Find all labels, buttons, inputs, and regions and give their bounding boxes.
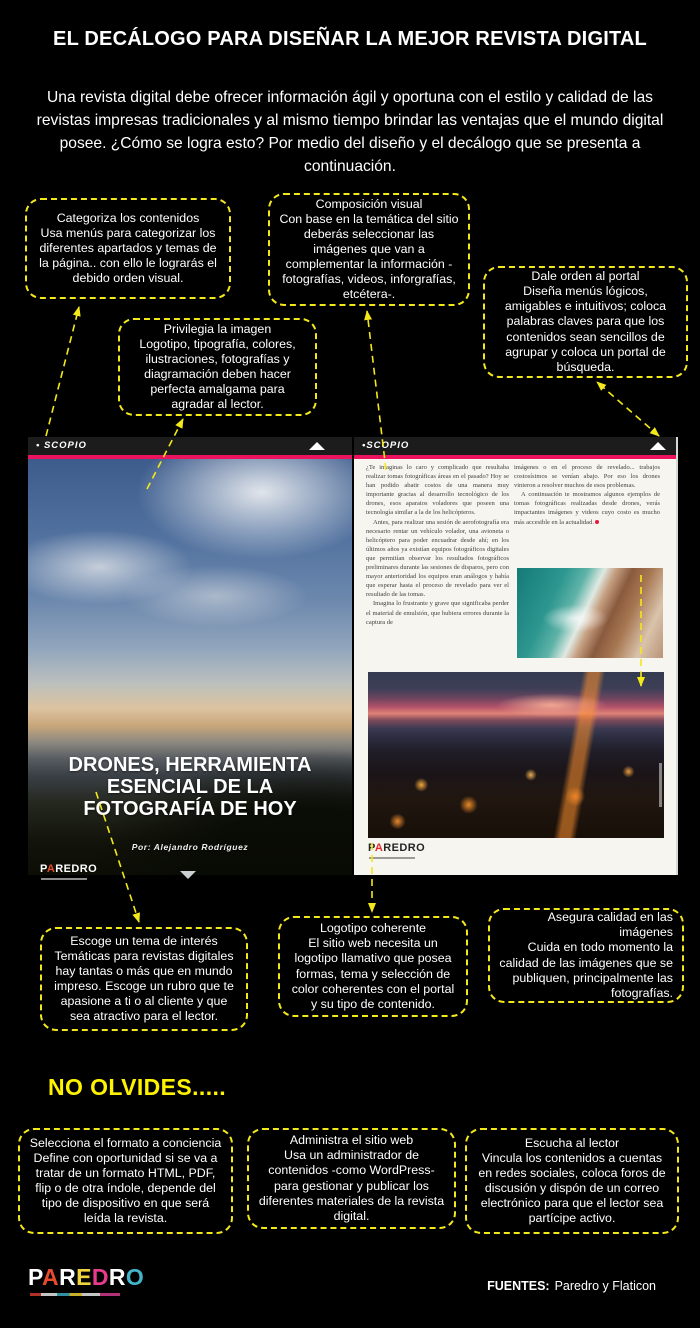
magazine-spread-mockup bbox=[28, 437, 678, 875]
city-night-aerial-photo bbox=[368, 672, 664, 838]
reminder-box-escucha-lector bbox=[465, 1128, 679, 1234]
sources-label: FUENTES: bbox=[487, 1279, 550, 1293]
article-title-line: ESENCIAL DE LA bbox=[106, 776, 274, 798]
magazine-right-page bbox=[354, 437, 678, 875]
scroll-top-triangle-icon bbox=[309, 442, 325, 450]
tip-box-asegura-calidad bbox=[488, 908, 684, 1003]
tip-box-composicion-visual bbox=[268, 193, 470, 306]
tip-title: Privilegia la imagen bbox=[163, 321, 272, 336]
masthead-bar bbox=[354, 437, 676, 455]
arrow-to-categoriza bbox=[46, 307, 79, 436]
article-paragraph: ¿Te imaginas lo caro y complicado que resultaba realizar tomas fotográficas áreas en el pasado? Hoy se han podido abatir costos de una manera muy importante gracias al desarrollo tecnológico de los drones, esos aparatos voladores que poseen una tecnología similar a la de los helicópteros. bbox=[366, 464, 509, 517]
paredro-logo-footer: PAREDRO bbox=[28, 1264, 145, 1290]
paredro-logo-right-page: PAREDRO bbox=[368, 842, 426, 854]
magazine-left-page bbox=[28, 437, 352, 875]
intro-text: Una revista digital debe ofrecer información ágil y oportuna con el estilo y calidad de las revistas impresas tradicionales y al mismo tiempo brindar las ventajas que el mundo digital posee. ¿Cómo se logra esto? Por medio del diseño y el decálogo que se presenta a continuación. bbox=[36, 89, 664, 176]
tip-box-privilegia-imagen bbox=[118, 318, 317, 416]
paredro-logo-left-page: PAREDRO bbox=[40, 863, 98, 875]
article-paragraph: imágenes o en el proceso de revelado... trabajos costosísimos se venían abajo. Por eso los drones vinieron a resolver muchos de esos problemas. bbox=[514, 464, 660, 490]
pink-accent-stripe bbox=[354, 455, 676, 459]
article-title-line: FOTOGRAFÍA DE HOY bbox=[83, 798, 297, 820]
article-end-dot bbox=[595, 520, 599, 524]
scopio-masthead: • SCOPIO bbox=[36, 440, 87, 451]
tip-body: Con base en la temática del sitio deberás seleccionar las imágenes que van a complementar la información -fotografías, videos, inforgrafías, etcétera-. bbox=[279, 211, 459, 302]
tip-box-logotipo-coherente bbox=[278, 916, 468, 1017]
photo-credit-strip bbox=[659, 763, 662, 807]
tip-title: Asegura calidad en las imágenes bbox=[547, 910, 673, 940]
article-byline: Por: Alejandro Rodríguez bbox=[131, 842, 249, 852]
tip-title: Logotipo coherente bbox=[319, 921, 427, 936]
tip-body: Usa menús para categorizar los diferentes apartados y temas de la página.. con ello le lograrás el debido orden visual. bbox=[39, 225, 217, 286]
chevron-down-icon bbox=[180, 871, 196, 879]
tip-body: Temáticas para revistas digitales hay tantas o más que en mundo impreso. Escoge un rubro que te apasione a ti o al cliente y que sea atractivo para el lector. bbox=[54, 948, 234, 1024]
tip-body: Usa un administrador de contenidos -como WordPress- para gestionar y publicar los diferentes materiales de la revista digital. bbox=[258, 1148, 445, 1223]
tip-title: Dale orden al portal bbox=[531, 269, 640, 284]
tip-title: Escucha al lector bbox=[524, 1135, 620, 1150]
article-paragraph: A continuación te mostramos algunos ejemplos de tomas fotográficas realizadas desde drones, verás impactantes imágenes y videos cuyo costo es mucho más accesible en la actualidad. bbox=[514, 491, 660, 526]
masthead-bar bbox=[28, 437, 352, 455]
tip-box-dale-orden-portal bbox=[483, 266, 688, 378]
tip-box-categoriza-contenidos bbox=[25, 198, 231, 299]
reminder-box-administra-sitio bbox=[247, 1128, 456, 1229]
sources-value: Paredro y Flaticon bbox=[554, 1279, 656, 1293]
tip-body: Diseña menús lógicos, amigables e intuitivos; coloca palabras claves para que los contenidos sean sencillos de agrupar y coloca un portal de búsqueda. bbox=[504, 284, 667, 374]
scroll-top-triangle-icon bbox=[650, 442, 666, 450]
article-title bbox=[28, 754, 352, 820]
paredro-tagline-bar-footer bbox=[30, 1293, 120, 1296]
scopio-masthead: •SCOPIO bbox=[362, 440, 410, 451]
arrow-to-dale-orden bbox=[597, 382, 659, 436]
article-column-1 bbox=[366, 463, 509, 627]
tip-box-escoge-tema bbox=[40, 927, 248, 1031]
tip-body: Logotipo, tipografía, colores, ilustraciones, fotografías y diagramación deben hacer perfecta amalgama para agradar al lector. bbox=[139, 336, 296, 412]
article-title-line: DRONES, HERRAMIENTA bbox=[68, 754, 312, 776]
tip-body: Cuida en todo momento la calidad de las imágenes que se publiquen, principalmente las fotografías. bbox=[499, 940, 673, 1000]
tip-title: Composición visual bbox=[315, 196, 423, 211]
page-title: EL DECÁLOGO PARA DISEÑAR LA MEJOR REVISTA DIGITAL bbox=[53, 28, 647, 50]
tip-title: Categoriza los contenidos bbox=[56, 210, 200, 225]
reminder-box-formato bbox=[18, 1128, 233, 1234]
coastline-aerial-photo bbox=[517, 568, 663, 658]
paredro-tagline-bar bbox=[369, 857, 415, 859]
reminder-heading: NO OLVIDES..... bbox=[48, 1074, 227, 1100]
article-column-2 bbox=[514, 463, 660, 527]
tip-body: El sitio web necesita un logotipo llamativo que posea formas, tema y selección de color coherentes con el portal y su tipo de contenido. bbox=[291, 936, 455, 1011]
tip-title: Escoge un tema de interés bbox=[70, 933, 218, 948]
paredro-tagline-bar bbox=[41, 878, 87, 880]
mountain-sunset-aerial-photo bbox=[28, 459, 352, 875]
tip-title: Selecciona el formato a conciencia bbox=[29, 1135, 222, 1150]
sources-text bbox=[487, 1279, 656, 1293]
tip-body: Vincula los contenidos a cuentas en redes sociales, coloca foros de discusión y dispón de un correo electrónico para que el lector sea partícipe activo. bbox=[478, 1150, 666, 1226]
tip-title: Administra el sitio web bbox=[289, 1133, 414, 1148]
article-paragraph: Imagina lo frustrante y grave que significaba perder el material de emulsión, que hubiera errores durante la captura de bbox=[366, 600, 509, 626]
tip-body: Define con oportunidad si se va a tratar de un formato HTML, PDF, flip o de otra índole, depende del tipo de dispositivo en que será leída la revista. bbox=[33, 1150, 218, 1226]
article-paragraph: Antes, para realizar una sesión de aerofotografía era necesario rentar un vehículo volador, una avioneta o helicóptero para poder encuadrar desde ahí; en los últimos años ya existían equipos fotográficos digitales que permitían observar los resultados fotográficos preliminares durante las sesiones de disparos, pero con mayor anterioridad los equipos eran análogos y había que esperar hasta el proceso de revelado para ver el resultado de las tomas. bbox=[366, 518, 509, 599]
